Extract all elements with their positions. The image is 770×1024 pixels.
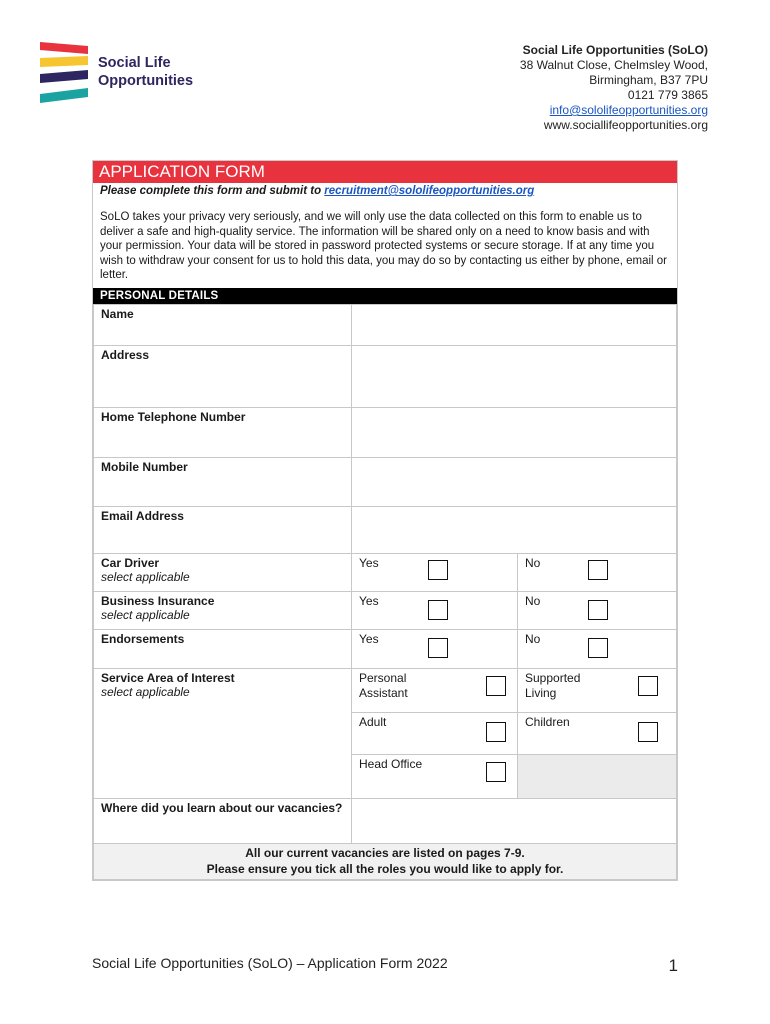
checkbox-supported-living[interactable] bbox=[638, 676, 658, 696]
label-home-phone: Home Telephone Number bbox=[94, 408, 352, 458]
row-name bbox=[94, 305, 677, 346]
recruitment-email-link[interactable]: recruitment@sololifeopportunities.org bbox=[324, 185, 535, 197]
logo-stripe-red bbox=[40, 42, 88, 54]
label-service-area-text: Service Area of Interest bbox=[101, 671, 235, 685]
input-home-phone[interactable] bbox=[352, 408, 677, 458]
label-business-insurance-text: Business Insurance bbox=[101, 594, 215, 608]
checkbox-endorsements-no[interactable] bbox=[588, 638, 608, 658]
option-label-yes: Yes bbox=[359, 632, 379, 646]
option-endorsements-yes bbox=[352, 630, 518, 669]
option-adult bbox=[352, 713, 518, 755]
label-mobile: Mobile Number bbox=[94, 458, 352, 507]
vacancy-note bbox=[94, 844, 677, 880]
label-learn-about: Where did you learn about our vacancies? bbox=[94, 799, 352, 844]
option-label-yes: Yes bbox=[359, 594, 379, 608]
input-address[interactable] bbox=[352, 346, 677, 408]
page-number: 1 bbox=[668, 956, 678, 975]
label-car-driver-text: Car Driver bbox=[101, 556, 160, 570]
checkbox-personal-assistant[interactable] bbox=[486, 676, 506, 696]
section-personal-details: PERSONAL DETAILS bbox=[93, 288, 677, 304]
instruction-text: Please complete this form and submit to bbox=[100, 185, 325, 197]
option-label-no: No bbox=[525, 594, 541, 608]
label-business-insurance bbox=[94, 592, 352, 630]
option-label-yes: Yes bbox=[359, 556, 379, 570]
option-label-no: No bbox=[525, 632, 541, 646]
option-label-adult: Adult bbox=[359, 715, 387, 729]
option-label-personal-assistant: Personal Assistant bbox=[359, 671, 408, 700]
option-label-supported-living: Supported Living bbox=[525, 671, 581, 700]
input-learn-about[interactable] bbox=[352, 799, 677, 844]
empty-shaded-cell bbox=[518, 755, 677, 799]
row-learn-about bbox=[94, 799, 677, 844]
checkbox-adult[interactable] bbox=[486, 722, 506, 742]
logo-stripe-teal bbox=[40, 88, 88, 103]
row-address bbox=[94, 346, 677, 408]
option-car-driver-no bbox=[518, 554, 677, 592]
form-instruction bbox=[93, 183, 677, 203]
option-head-office bbox=[352, 755, 518, 799]
option-children bbox=[518, 713, 677, 755]
label-endorsements: Endorsements bbox=[94, 630, 352, 669]
org-email-link[interactable]: info@sololifeopportunities.org bbox=[549, 103, 708, 117]
org-website: www.sociallifeopportunities.org bbox=[543, 118, 708, 132]
label-address: Address bbox=[94, 346, 352, 408]
label-name: Name bbox=[94, 305, 352, 346]
privacy-statement: SoLO takes your privacy very seriously, and we will only use the data collected on this form to enable us to deliver a safe and high-quality service. The information will be shared only on a need to know basis and with your permission. Your data will be stored in password protected systems or secure storage. If at any time you wish to withdraw your consent for us to hold this data, you may do so by contacting us either by phone, email or letter. bbox=[100, 211, 667, 282]
logo-line-1: Social Life bbox=[98, 55, 171, 71]
label-service-area bbox=[94, 669, 352, 799]
form-title: APPLICATION FORM bbox=[93, 161, 677, 183]
label-car-driver bbox=[94, 554, 352, 592]
input-mobile[interactable] bbox=[352, 458, 677, 507]
footer-text: Social Life Opportunities (SoLO) – Application Form 2022 bbox=[92, 955, 448, 971]
org-contact-block bbox=[520, 43, 708, 133]
option-business-insurance-no bbox=[518, 592, 677, 630]
option-personal-assistant bbox=[352, 669, 518, 713]
row-mobile bbox=[94, 458, 677, 507]
row-car-driver bbox=[94, 554, 677, 592]
row-vacancy-note bbox=[94, 844, 677, 880]
vacancy-note-line-2: Please ensure you tick all the roles you would like to apply for. bbox=[206, 861, 564, 876]
label-business-insurance-sub: select applicable bbox=[101, 608, 190, 622]
option-car-driver-yes bbox=[352, 554, 518, 592]
option-supported-living bbox=[518, 669, 677, 713]
checkbox-children[interactable] bbox=[638, 722, 658, 742]
logo-line-2: Opportunities bbox=[98, 73, 194, 89]
row-home-phone bbox=[94, 408, 677, 458]
option-label-children: Children bbox=[525, 715, 570, 729]
checkbox-endorsements-yes[interactable] bbox=[428, 638, 448, 658]
input-name[interactable] bbox=[352, 305, 677, 346]
personal-details-table bbox=[93, 304, 677, 880]
option-business-insurance-yes bbox=[352, 592, 518, 630]
row-service-area-1 bbox=[94, 669, 677, 713]
row-email bbox=[94, 507, 677, 554]
checkbox-business-insurance-no[interactable] bbox=[588, 600, 608, 620]
label-car-driver-sub: select applicable bbox=[101, 570, 190, 584]
vacancy-note-line-1: All our current vacancies are listed on pages 7-9. bbox=[245, 846, 525, 860]
option-label-head-office: Head Office bbox=[359, 757, 423, 771]
option-endorsements-no bbox=[518, 630, 677, 669]
org-address-line-2: Birmingham, B37 7PU bbox=[589, 73, 708, 87]
checkbox-head-office[interactable] bbox=[486, 762, 506, 782]
checkbox-business-insurance-yes[interactable] bbox=[428, 600, 448, 620]
org-address-line-1: 38 Walnut Close, Chelmsley Wood, bbox=[519, 58, 708, 72]
label-email: Email Address bbox=[94, 507, 352, 554]
option-label-no: No bbox=[525, 556, 541, 570]
org-name: Social Life Opportunities (SoLO) bbox=[522, 43, 708, 57]
org-phone: 0121 779 3865 bbox=[627, 88, 708, 102]
row-business-insurance bbox=[94, 592, 677, 630]
application-form bbox=[92, 160, 678, 881]
checkbox-car-driver-yes[interactable] bbox=[428, 560, 448, 580]
row-endorsements bbox=[94, 630, 677, 669]
input-email[interactable] bbox=[352, 507, 677, 554]
checkbox-car-driver-no[interactable] bbox=[588, 560, 608, 580]
logo-stripe-yellow bbox=[40, 56, 88, 67]
logo-wordmark bbox=[98, 54, 193, 90]
logo-stripe-navy bbox=[40, 70, 88, 83]
label-service-area-sub: select applicable bbox=[101, 685, 190, 699]
